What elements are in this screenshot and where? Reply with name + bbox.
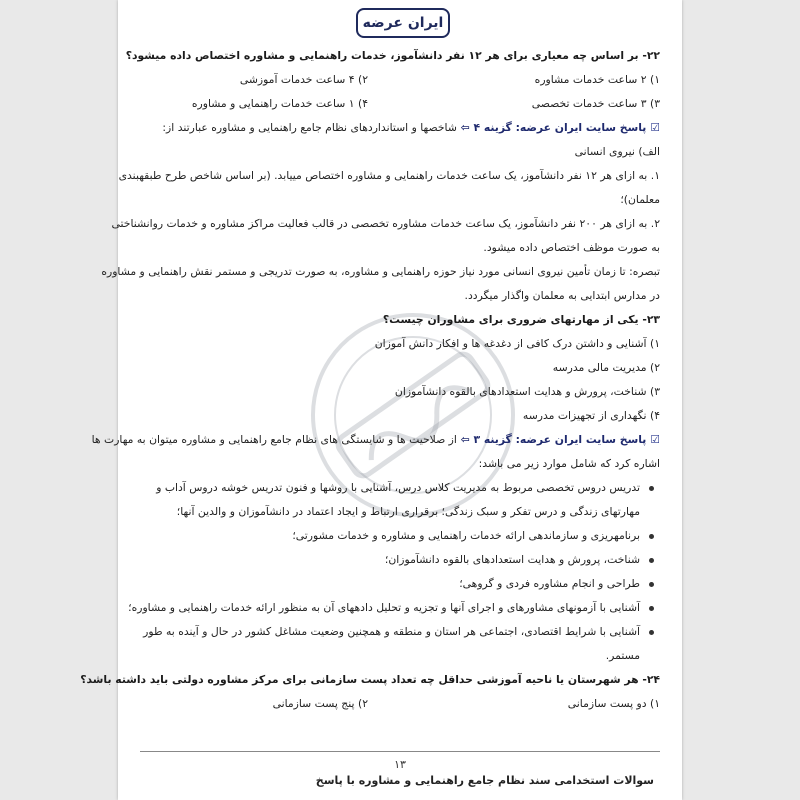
footer-divider xyxy=(140,751,660,752)
q22-answer-label: پاسخ سایت ایران عرضه: گزینه ۴ ⇦ xyxy=(460,121,647,134)
bullet-3-line-1: شناخت، پرورش و هدایت استعدادهای بالقوه دانشآموزان؛ xyxy=(384,553,640,566)
q23-option-4: ۴) نگهداری از تجهیزات مدرسه xyxy=(522,409,660,422)
document-page xyxy=(80,0,682,800)
q22-option-2: ۲) ۴ ساعت خدمات آموزشی xyxy=(239,73,368,86)
list-item xyxy=(140,620,640,668)
q22-line-7: در مدارس ابتدایی به معلمان واگذار میگردد. xyxy=(464,289,660,302)
q22-option-1: ۱) ۲ ساعت خدمات مشاوره xyxy=(534,73,660,86)
question-23: ۲۳- یکی از مهارتهای ضروری برای مشاوران چیست؟ xyxy=(382,313,660,326)
skills-list xyxy=(128,476,660,668)
q22-options-row-2 xyxy=(140,92,660,116)
brand-logo xyxy=(356,8,450,38)
q22-answer-text: شاخصها و استانداردهای نظام جامع راهنمایی و مشاوره عبارتند از: xyxy=(162,121,457,134)
list-item xyxy=(128,596,640,620)
bullet-6-line-2: مستمر. xyxy=(605,649,640,662)
q22-line-1: الف) نیروی انسانی xyxy=(574,145,660,158)
page-number: ۱۳ xyxy=(394,758,406,771)
q23-option-2: ۲) مدیریت مالی مدرسه xyxy=(552,361,660,374)
q22-line-2: ۱. به ازای هر ۱۲ نفر دانشآموز، یک ساعت خدمات راهنمایی و مشاوره اختصاص مییابد. (بر اساس شاخص طرح طبقهبندی xyxy=(118,169,660,182)
q22-line-3: معلمان)؛ xyxy=(620,193,660,206)
q22-answer xyxy=(140,116,660,140)
list-item xyxy=(140,476,640,524)
q22-option-3: ۳) ۳ ساعت خدمات تخصصی xyxy=(531,97,660,110)
list-item xyxy=(140,524,640,548)
checkbox-icon: ☑ xyxy=(650,121,660,134)
q24-option-1: ۱) دو پست سازمانی xyxy=(567,697,660,710)
q22-line-4: ۲. به ازای هر ۲۰۰ نفر دانشآموز، یک ساعت خدمات مشاوره تخصصی در قالب فعالیت مراکز مشاوره و خدمات روانشناختی xyxy=(111,217,660,230)
q24-option-2: ۲) پنج پست سازمانی xyxy=(272,697,368,710)
bullet-1-line-1: تدریس دروس تخصصی مربوط به مدیریت کلاس درس، آشنایی با روشها و فنون تدریس خوشه دروس آداب و xyxy=(156,481,640,494)
question-22: ۲۲- بر اساس چه معیاری برای هر ۱۲ نفر دانشآموز، خدمات راهنمایی و مشاوره اختصاص داده میشود؟ xyxy=(125,49,660,62)
q22-line-5: به صورت موظف اختصاص داده میشود. xyxy=(483,241,660,254)
bullet-6-line-1: آشنایی با شرایط اقتصادی، اجتماعی هر استان و منطقه و همچنین وضعیت مشاغل کشور در حال و آینده به طور xyxy=(143,625,640,638)
q23-answer-line-2: اشاره کرد که شامل موارد زیر می باشد: xyxy=(478,457,660,470)
checkbox-icon: ☑ xyxy=(650,433,660,446)
q23-answer-text: از صلاحیت ها و شایستگی های نظام جامع راهنمایی و مشاوره میتوان به مهارت ها xyxy=(91,433,457,446)
q24-options-row-1 xyxy=(140,692,660,716)
logo-text: ایران عرضه xyxy=(362,15,444,31)
question-24: ۲۴- هر شهرستان یا ناحیه آموزشی حداقل چه تعداد پست سازمانی برای مرکز مشاوره دولتی باید داشته باشد؟ xyxy=(80,673,660,686)
bullet-1-line-2: مهارتهای زندگی و درس تفکر و سبک زندگی؛ برقراری ارتباط و ایجاد اعتماد در دانشآموزان و والدین آنها؛ xyxy=(176,505,640,518)
q23-answer xyxy=(91,428,660,452)
list-item xyxy=(140,572,640,596)
q23-answer-label: پاسخ سایت ایران عرضه: گزینه ۳ ⇦ xyxy=(460,433,647,446)
page-content xyxy=(80,44,660,716)
list-item xyxy=(140,548,640,572)
bullet-2-line-1: برنامهریزی و سازماندهی ارائه خدمات راهنمایی و مشاوره و خدمات مشورتی؛ xyxy=(292,529,640,542)
q22-option-4: ۴) ۱ ساعت خدمات راهنمایی و مشاوره xyxy=(191,97,368,110)
footer-title: سوالات استخدامی سند نظام جامع راهنمایی و مشاوره با پاسخ xyxy=(315,774,654,787)
q22-options-row-1 xyxy=(140,68,660,92)
q23-option-3: ۳) شناخت، پرورش و هدایت استعدادهای بالقوه دانشآموزان xyxy=(394,385,660,398)
bullet-5-line-1: آشنایی با آزمونهای مشاورهای و اجرای آنها و تجزیه و تحلیل دادههای آن به منظور ارائه خدمات راهنمایی و مشاوره؛ xyxy=(128,601,640,614)
q22-line-6: تبصره: تا زمان تأمین نیروی انسانی مورد نیاز حوزه راهنمایی و مشاوره، به صورت تدریجی و مستمر نقش راهنمایی و مشاوره xyxy=(101,265,660,278)
q23-option-1: ۱) آشنایی و داشتن درک کافی از دغدغه ها و افکار دانش آموزان xyxy=(374,337,660,350)
bullet-4-line-1: طراحی و انجام مشاوره فردی و گروهی؛ xyxy=(459,577,640,590)
